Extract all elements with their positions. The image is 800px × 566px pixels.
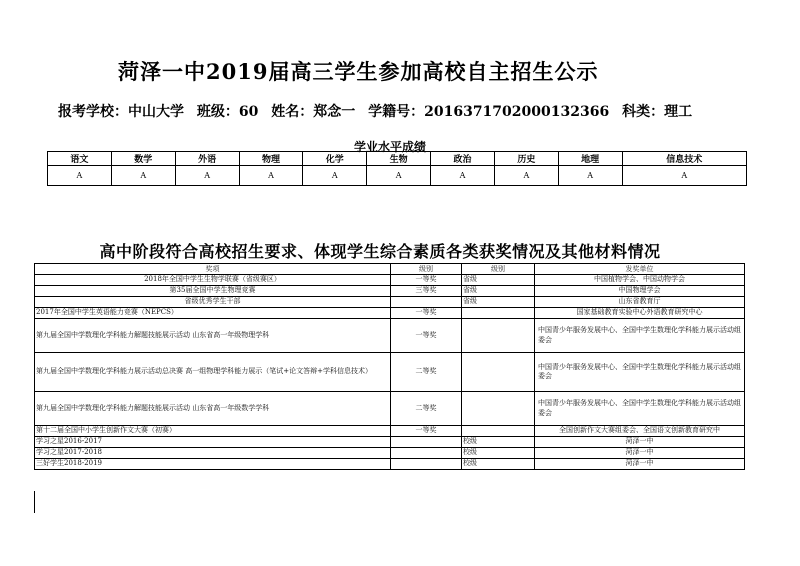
table-row [35, 448, 745, 459]
award-grade [391, 448, 462, 459]
grades-heading: 学业水平成绩 [353, 140, 426, 154]
grade-col-header: 历史 [494, 152, 558, 166]
award-org: 中国青少年服务发展中心、全国中学生数理化学科能力展示活动组委会 [535, 353, 745, 392]
award-grade [391, 437, 462, 448]
awards-col-header: 发奖单位 [535, 264, 745, 275]
award-level [462, 353, 535, 392]
table-row [35, 286, 745, 297]
award-level [462, 319, 535, 353]
grade-col-header: 物理 [239, 152, 303, 166]
award-name: 第35届全国中学生物理竞赛 [35, 286, 391, 297]
grade-col-header: 数学 [111, 152, 175, 166]
grades-table [47, 151, 747, 186]
awards-col-header: 奖项 [35, 264, 391, 275]
grade-value: A [175, 166, 239, 186]
award-grade: 一等奖 [391, 319, 462, 353]
table-row [35, 459, 745, 470]
table-row [35, 308, 745, 319]
award-org: 中国植物学会、中国动物学会 [535, 275, 745, 286]
award-grade: 一等奖 [391, 308, 462, 319]
table-row [35, 353, 745, 392]
award-org: 国家基础教育实验中心外语教育研究中心 [535, 308, 745, 319]
grade-value: A [303, 166, 367, 186]
award-org: 山东省教育厅 [535, 297, 745, 308]
table-row [35, 275, 745, 286]
info-school: 报考学校：中山大学 [58, 104, 184, 120]
grade-col-header: 信息技术 [622, 152, 746, 166]
award-level [462, 308, 535, 319]
award-name: 三好学生2018-2019 [35, 459, 391, 470]
awards-col-header: 级别 [462, 264, 535, 275]
award-org: 菏泽一中 [535, 437, 745, 448]
award-name: 第九届全国中学数理化学科能力解题技能展示活动 山东省高一年级数学学科 [35, 392, 391, 426]
award-level [462, 392, 535, 426]
grades-value-row [48, 166, 747, 186]
grade-value: A [367, 166, 431, 186]
grade-value: A [111, 166, 175, 186]
award-grade: 二等奖 [391, 392, 462, 426]
award-grade [391, 459, 462, 470]
info-class: 班级：60 [196, 104, 259, 120]
table-row [35, 437, 745, 448]
student-info-line [58, 101, 700, 121]
grade-value: A [48, 166, 112, 186]
info-student-id: 学籍号：2016371702000132366 [368, 104, 610, 120]
award-name: 第九届全国中学数理化学科能力解题技能展示活动 山东省高一年级物理学科 [35, 319, 391, 353]
award-grade: 二等奖 [391, 353, 462, 392]
grade-col-header: 生物 [367, 152, 431, 166]
grade-col-header: 地理 [558, 152, 622, 166]
grade-value: A [431, 166, 495, 186]
award-level [462, 426, 535, 437]
award-name: 第十二届全国中小学生创新作文大赛（初赛） [35, 426, 391, 437]
award-level: 校级 [462, 459, 535, 470]
grade-value: A [494, 166, 558, 186]
award-org: 全国创新作文大赛组委会、全国语文创新教育研究中 [535, 426, 745, 437]
award-org: 中国青少年服务发展中心、全国中学生数理化学科能力展示活动组委会 [535, 392, 745, 426]
award-org: 中国物理学会 [535, 286, 745, 297]
award-level: 省级 [462, 275, 535, 286]
awards-heading: 高中阶段符合高校招生要求、体现学生综合素质各类获奖情况及其他材料情况 [99, 242, 661, 261]
awards-table [34, 263, 745, 470]
page-title: 菏泽一中2019届高三学生参加高校自主招生公示 [118, 59, 599, 84]
award-level: 省级 [462, 297, 535, 308]
info-name: 姓名：郑念一 [271, 104, 356, 120]
award-org: 菏泽一中 [535, 448, 745, 459]
award-name: 学习之星2016-2017 [35, 437, 391, 448]
table-row [35, 426, 745, 437]
award-level: 省级 [462, 286, 535, 297]
grade-col-header: 化学 [303, 152, 367, 166]
award-grade: 一等奖 [391, 426, 462, 437]
info-subject: 科类：理工 [622, 104, 693, 120]
awards-header-row [35, 264, 745, 275]
award-org: 菏泽一中 [535, 459, 745, 470]
table-row [35, 319, 745, 353]
awards-col-header: 级别 [391, 264, 462, 275]
grade-col-header: 外语 [175, 152, 239, 166]
grade-value: A [622, 166, 746, 186]
table-row [35, 297, 745, 308]
award-name: 2017年全国中学生英语能力竞赛（NEPCS） [35, 308, 391, 319]
grade-value: A [239, 166, 303, 186]
award-name: 2018年全国中学生生物学联赛（省级赛区） [35, 275, 391, 286]
award-grade: 三等奖 [391, 286, 462, 297]
table-row [35, 392, 745, 426]
grade-col-header: 政治 [431, 152, 495, 166]
award-level: 校级 [462, 437, 535, 448]
grades-header-row [48, 152, 747, 166]
award-name: 学习之星2017-2018 [35, 448, 391, 459]
award-grade: 一等奖 [391, 275, 462, 286]
award-level: 校级 [462, 448, 535, 459]
table-left-border-extension [34, 491, 35, 513]
grade-col-header: 语文 [48, 152, 112, 166]
award-grade [391, 297, 462, 308]
award-name: 省级优秀学生干部 [35, 297, 391, 308]
award-org: 中国青少年服务发展中心、全国中学生数理化学科能力展示活动组委会 [535, 319, 745, 353]
grade-value: A [558, 166, 622, 186]
award-name: 第九届全国中学数理化学科能力展示活动总决赛 高一组物理学科能力展示（笔试+论文答辩+学科信息技术） [35, 353, 391, 392]
